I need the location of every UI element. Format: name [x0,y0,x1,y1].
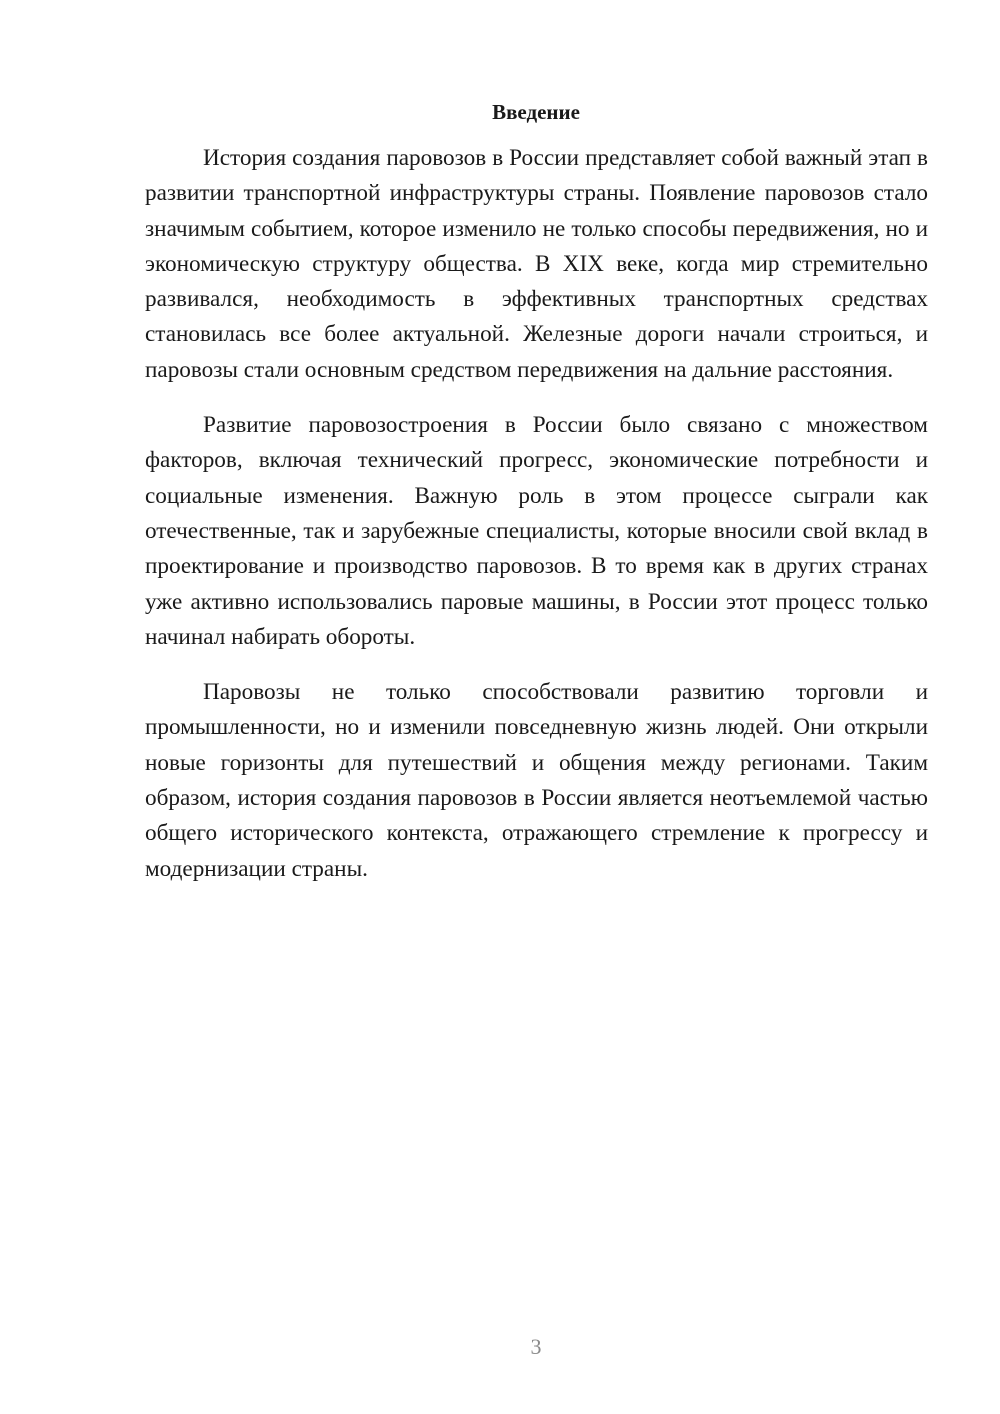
body-text [145,141,928,907]
paragraph-1: История создания паровозов в России представляет собой важный этап в развитии транспортной инфраструктуры страны. Появление паровозов стало значимым событием, которое изменило не только способы передвижения, но и экономическую структуру общества. В XIX веке, когда мир стремительно развивался, необходимость в эффективных транспортных средствах становилась все более актуальной. Железные дороги начали строиться, и паровозы стали основным средством передвижения на дальние расстояния. [145,145,928,383]
paragraph-3: Паровозы не только способствовали развитию торговли и промышленности, но и изменили повседневную жизнь людей. Они открыли новые горизонты для путешествий и общения между регионами. Таким образом, история создания паровозов в России является неотъемлемой частью общего исторического контекста, отражающего стремление к прогрессу и модернизации страны. [145,679,928,882]
page-number: 3 [530,1334,542,1359]
section-title: Введение [492,100,580,124]
paragraph-2: Развитие паровозостроения в России было связано с множеством факторов, включая технический прогресс, экономические потребности и социальные изменения. Важную роль в этом процессе сыграли как отечественные, так и зарубежные специалисты, которые вносили свой вклад в проектирование и производство паровозов. В то время как в других странах уже активно использовались паровые машины, в России этот процесс только начинал набирать обороты. [145,412,928,650]
